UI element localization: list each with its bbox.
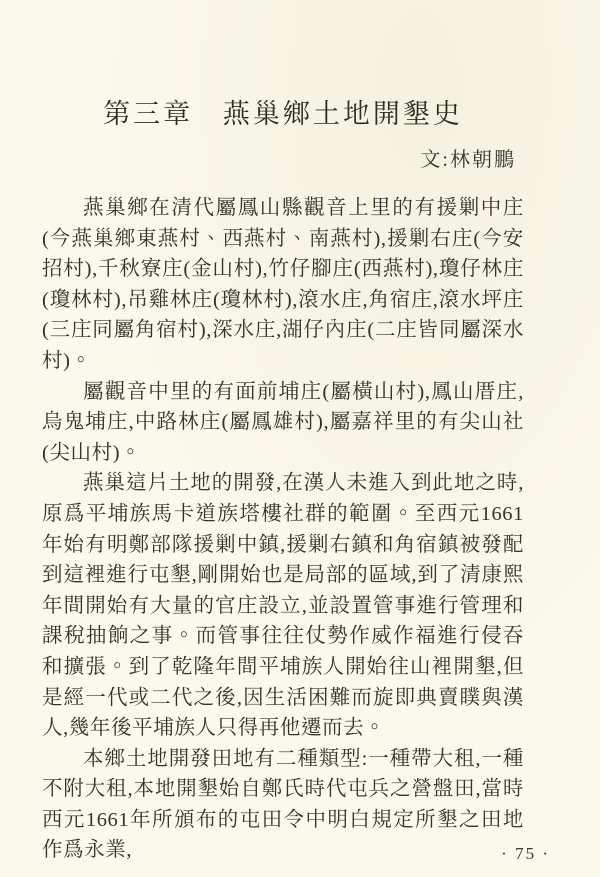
- page-content: [0, 96, 600, 866]
- chapter-number-label: 第三章: [103, 99, 194, 129]
- chapter-title-text: 燕巢鄉土地開墾史: [222, 99, 463, 129]
- page-number: · 75 ·: [501, 844, 550, 863]
- author-byline: 文:林朝鵬: [420, 149, 516, 171]
- body-paragraph: 燕巢這片土地的開發,在漢人未進入到此地之時,原爲平埔族馬卡道族塔樓社群的範圍。至西元1661年始有明鄭部隊援剿中鎮,援剿右鎮和角宿鎮被發配到這裡進行屯墾,剛開始也是局部的區域,到了清康熙年間開始有大量的官庄設立,並設置管事進行管理和課稅抽餉之事。而管事往往仗勢作威作福進行侵吞和擴張。到了乾隆年間平埔族人開始往山裡開墾,但是經一代或二代之後,因生活困難而旋即典賣瞨與漢人,幾年後平埔族人只得再他遷而去。: [42, 472, 524, 740]
- body-paragraph: 本鄉土地開發田地有二種類型:一種帶大租,一種不附大租,本地開墾始自鄭氏時代屯兵之營盤田,當時西元1661年所頒布的屯田令中明白規定所墾之田地作爲永業,: [42, 747, 524, 862]
- body-paragraph: 屬觀音中里的有面前埔庄(屬橫山村),鳳山厝庄,烏鬼埔庄,中路林庄(屬鳳雄村),屬嘉祥里的有尖山社(尖山村)。: [42, 380, 524, 464]
- body-paragraph: 燕巢鄉在清代屬鳳山縣觀音上里的有援剿中庄(今燕巢鄉東燕村、西燕村、南燕村),援剿右庄(今安招村),千秋寮庄(金山村),竹仔腳庄(西燕村),瓊仔林庄(瓊林村),吊雞林庄(瓊林村),滾水庄,角宿庄,滾水坪庄(三庄同屬角宿村),深水庄,湖仔內庄(二庄皆同屬深水村)。: [42, 197, 524, 372]
- chapter-title: [42, 96, 524, 132]
- body-text: [42, 193, 524, 866]
